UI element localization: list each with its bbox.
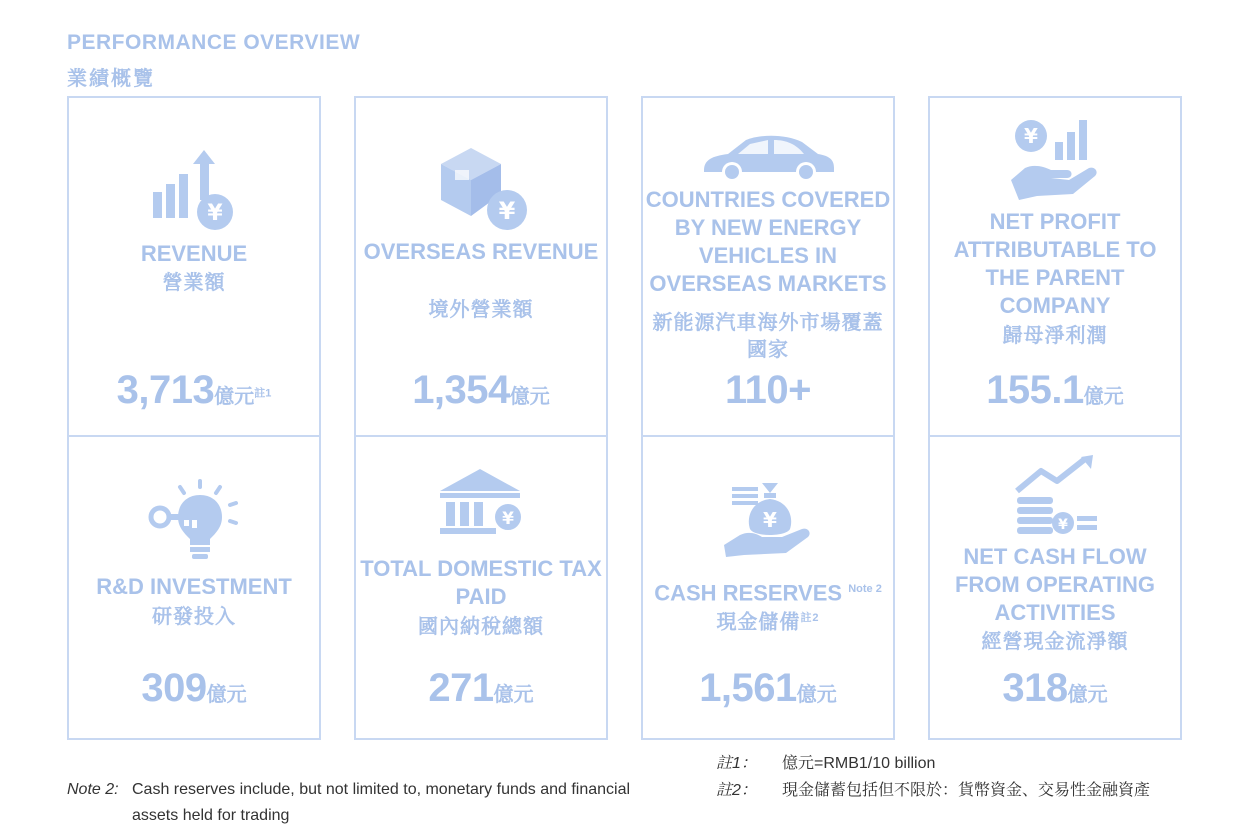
car-icon — [643, 132, 893, 184]
card-label: REVENUE — [140, 241, 248, 266]
card-label-zh: 經營現金流淨額 — [981, 631, 1129, 653]
card-label-zh: 國內納稅總額 — [418, 616, 544, 638]
globe-yuan-icon — [356, 142, 606, 234]
revenue-chart-icon — [69, 150, 319, 232]
card-value: 1,561億元 — [699, 666, 837, 710]
card-cash-reserves — [641, 435, 895, 740]
footnote-tag: Note 2: — [67, 781, 119, 798]
footnote-tag: 註2： — [716, 782, 757, 799]
footnote-tag: 註1： — [716, 755, 757, 772]
card-label-zh: 新能源汽車海外市場覆蓋國家 — [652, 312, 884, 361]
card-revenue — [67, 96, 321, 437]
card-label-zh: 現金儲備$^{註2}$ — [716, 611, 820, 634]
footnote-zh: 註1： 億元=RMB1/10 billion 註2： 現金儲蓄包括但不限於：貨幣資金、交易性金融資產 — [716, 750, 1150, 804]
card-value: 1,354億元 — [412, 368, 550, 412]
svg-text:¥: ¥ — [207, 201, 223, 226]
card-value: 3,713億元$^{註1}$ — [116, 368, 272, 412]
coins-trend-icon — [930, 453, 1180, 537]
footnote-en: Note 2: Cash reserves include, but not limited to, monetary funds and financial assets held for trading — [67, 777, 630, 829]
note-marker: Note 2 — [848, 583, 882, 595]
card-label: NET CASH FLOW FROM OPERATING ACTIVITIES — [954, 544, 1156, 625]
svg-text:¥: ¥ — [1058, 517, 1068, 533]
card-label: OVERSEAS REVENUE — [363, 239, 599, 264]
lightbulb-key-icon — [69, 477, 319, 561]
note-marker: 註2 — [800, 612, 820, 624]
card-countries-covered — [641, 96, 895, 437]
svg-text:¥: ¥ — [763, 508, 777, 532]
card-label: R&D INVESTMENT — [96, 574, 292, 599]
svg-text:¥: ¥ — [498, 197, 516, 225]
card-value: 155.1億元 — [986, 368, 1124, 412]
card-value: 110+ — [725, 368, 811, 412]
card-label: COUNTRIES COVERED BY NEW ENERGY VEHICLES IN OVERSEAS MARKETS — [645, 187, 891, 296]
card-label-zh: 境外營業額 — [428, 299, 534, 321]
card-value: 271億元 — [428, 666, 534, 710]
card-label-zh: 研發投入 — [152, 606, 236, 628]
svg-text:¥: ¥ — [502, 509, 514, 529]
note-marker: 註1 — [254, 387, 272, 400]
bank-yuan-icon — [356, 467, 606, 537]
card-value: 309億元 — [141, 666, 247, 710]
money-bag-hand-icon — [643, 475, 893, 559]
card-overseas-revenue — [354, 96, 608, 437]
card-label: TOTAL DOMESTIC TAX PAID — [360, 556, 602, 609]
card-label: NET PROFIT ATTRIBUTABLE TO THE PARENT COMPANY — [953, 209, 1157, 318]
svg-text:¥: ¥ — [1024, 124, 1038, 148]
card-value: 318億元 — [1002, 666, 1108, 710]
card-label-zh: 營業額 — [162, 272, 226, 294]
card-net-cash-flow — [928, 435, 1182, 740]
page-title-zh: 業績概覽 — [67, 68, 155, 90]
card-label-zh: 歸母淨利潤 — [1002, 325, 1108, 347]
card-label: CASH RESERVES $^{Note 2}$ — [654, 580, 882, 606]
hand-yuan-chart-icon — [930, 116, 1180, 204]
card-net-profit — [928, 96, 1182, 437]
card-rd-investment — [67, 435, 321, 740]
card-domestic-tax — [354, 435, 608, 740]
page-title: PERFORMANCE OVERVIEW — [67, 31, 361, 54]
